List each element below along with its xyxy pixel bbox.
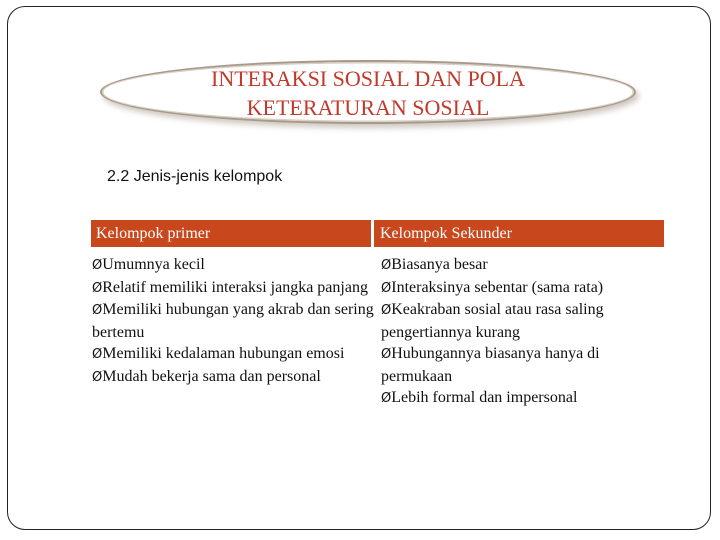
title-oval — [100, 60, 636, 124]
header-sekunder: Kelompok Sekunder — [374, 220, 664, 247]
subheading: 2.2 Jenis-jenis kelompok — [107, 168, 283, 185]
arrow-bullet-icon: Ø — [381, 391, 392, 406]
arrow-bullet-icon: Ø — [92, 280, 103, 296]
list-item: ØKeakraban sosial atau rasa saling pengertiannya kurang — [381, 301, 604, 341]
arrow-bullet-icon: Ø — [381, 280, 392, 296]
table-header — [91, 220, 664, 247]
list-item: ØMemiliki hubungan yang akrab dan sering bertemu — [92, 301, 374, 341]
list-item: ØHubungannya biasanya hanya di permukaan — [381, 345, 600, 385]
table-body — [91, 254, 664, 410]
list-item: ØMemiliki kedalaman hubungan emosi — [92, 345, 345, 362]
arrow-bullet-icon: Ø — [92, 303, 103, 318]
list-item: ØUmumnya kecil — [92, 256, 205, 273]
primer-column — [91, 254, 376, 410]
arrow-bullet-icon: Ø — [92, 369, 103, 385]
list-item: ØInteraksinya sebentar (sama rata) — [381, 278, 604, 296]
arrow-bullet-icon: Ø — [92, 258, 103, 273]
list-item: ØMudah bekerja sama dan personal — [92, 367, 321, 385]
arrow-bullet-icon: Ø — [381, 303, 392, 318]
header-primer: Kelompok primer — [91, 220, 371, 247]
slide-title: INTERAKSI SOSIAL DAN POLA KETERATURAN SOSIAL — [211, 66, 525, 120]
sekunder-column — [376, 254, 664, 410]
comparison-table — [91, 220, 664, 410]
list-item: ØLebih formal dan impersonal — [381, 389, 578, 406]
arrow-bullet-icon: Ø — [381, 347, 392, 362]
arrow-bullet-icon: Ø — [92, 347, 103, 362]
arrow-bullet-icon: Ø — [381, 258, 392, 273]
list-item: ØBiasanya besar — [381, 256, 488, 273]
list-item: ØRelatif memiliki interaksi jangka panjang — [92, 278, 368, 296]
